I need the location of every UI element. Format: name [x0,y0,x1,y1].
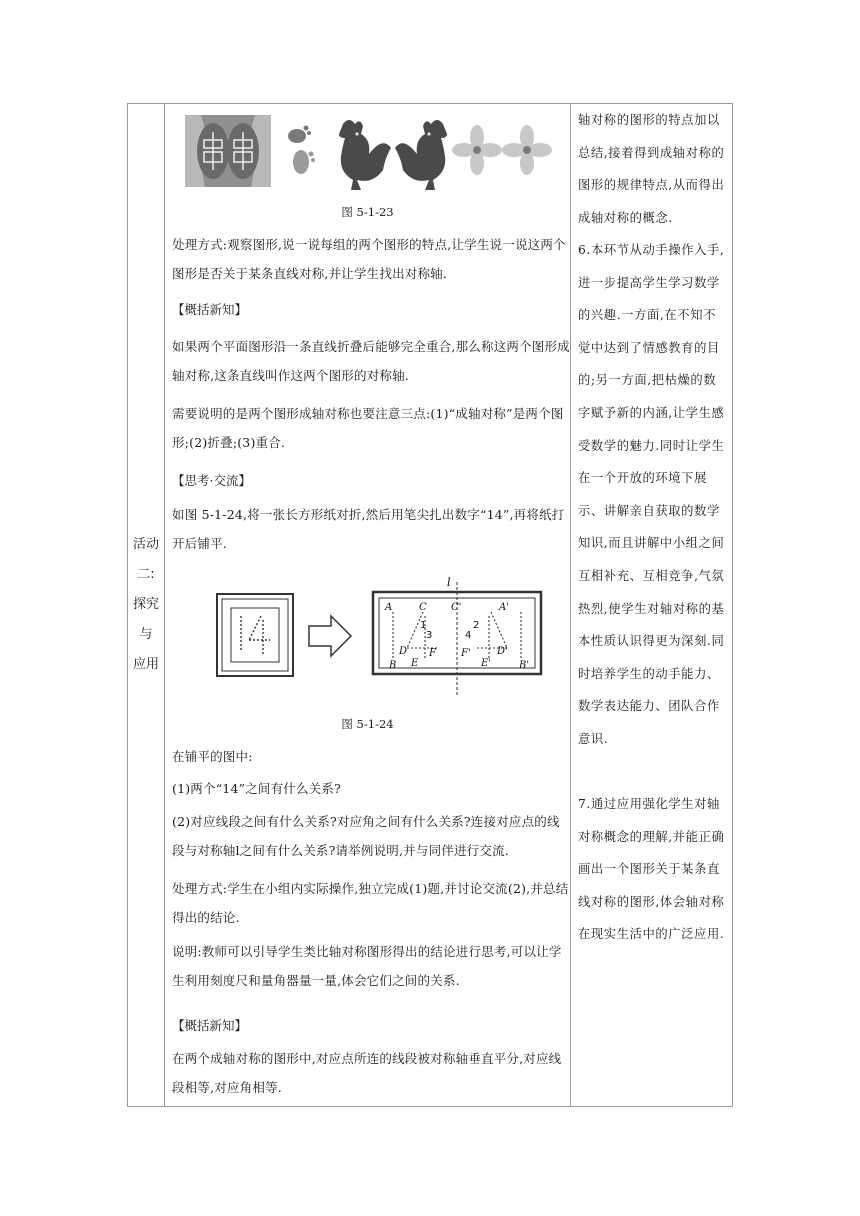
unfolded-paper [373,576,541,696]
point-label: B [389,660,397,671]
double-happiness-papercut-icon [185,115,271,187]
rooster-icon [339,120,447,190]
angle-label: 3 [426,630,433,641]
design-notes-cell [571,104,733,1106]
point-label: A [385,602,393,613]
axis-label: l [447,576,451,589]
figure-caption: 图 5-1-23 [341,205,394,219]
flower-icon [452,125,552,175]
point-label: F' [461,648,471,659]
main-content-cell [165,104,570,1106]
question-2: (2)对应线段之间有什么关系?对应角之间有什么关系?连接对应点的线段与对称轴l之间有什么关系?请举例说明,并与同伴进行交流. [172,814,560,858]
paragraph-three-points: 需要说明的是两个图形成轴对称也要注意三点:(1)“成轴对称”是两个图形;(2)折叠;(3)重合. [172,406,564,450]
point-label: E' [481,658,492,669]
note-paragraph: 6.本环节从动手操作入手,进一步提高学生学习数学的兴趣.一方面,在不知不觉中达到了情感教育的目的;另一方面,把枯燥的数字赋予新的内涵,让学生感受数学的魅力.同时让学生在一个开放的环境下展示、讲解亲自获取的数学知识,而且讲解中小组之间互相补充、互相竞争,气氛热烈,使学生对轴对称的基本性质认识得更为深刻.同时培养学生的动手能力、数学表达能力、团队合作意识. [578,243,725,746]
angle-label: 1 [420,620,427,631]
paragraph-conclusion: 在两个成轴对称的图形中,对应点所连的线段被对称轴垂直平分,对应线段相等,对应角相等. [172,1051,562,1095]
paragraph-definition: 如果两个平面图形沿一条直线折叠后能够完全重合,那么称这两个图形成轴对称,这条直线叫作这两个图形的对称轴. [172,339,570,383]
right-arrow-icon [309,616,351,656]
paragraph-fold: 如图 5-1-24,将一张长方形纸对折,然后用笔尖扎出数字“14”,再将纸打开后铺平. [172,507,565,551]
point-label: D [399,646,408,657]
paragraph-observe: 处理方式:观察图形,说一说每组的两个图形的特点,让学生说一说这两个图形是否关于某条直线对称,并让学生找出对称轴. [172,237,566,281]
question-1: (1)两个“14”之间有什么关系? [172,781,341,796]
point-label: D' [497,646,508,657]
point-label: F [429,648,436,659]
figure-5-1-24 [215,576,545,698]
figure-caption: 图 5-1-24 [341,717,394,731]
point-label: C' [451,602,462,613]
paragraph-process: 处理方式:学生在小组内实际操作,独立完成(1)题,并讨论交流(2),并总结得出的结论. [172,881,569,925]
row-label-cell [128,104,164,1106]
lesson-table [127,103,733,1107]
point-label: E [411,658,419,669]
point-label: A' [499,602,509,613]
footprint-icon [288,126,315,175]
figure-5-1-23 [185,112,557,190]
paragraph-in-flat: 在铺平的图中: [172,749,253,764]
section-tag-think: 【思考·交流】 [172,473,251,488]
framed-number-card [217,594,293,676]
note-paragraph: 7.通过应用强化学生对轴对称概念的理解,并能正确画出一个图形关于某条直线对称的图形,体会轴对称在现实生活中的广泛应用. [578,797,725,942]
row-label: 活动 二: 探究 与 应用 [132,537,159,672]
section-tag-summary: 【概括新知】 [172,302,248,317]
note-paragraph: 轴对称的图形的特点加以总结,接着得到成轴对称的图形的规律特点,从而得出成轴对称的概念. [578,113,725,225]
paragraph-explain: 说明:教师可以引导学生类比轴对称图形得出的结论进行思考,可以让学生利用刻度尺和量角器量一量,体会它们之间的关系. [172,944,562,988]
point-label: C [419,602,427,613]
point-label: B' [519,660,530,671]
angle-label: 4 [465,630,472,641]
angle-label: 2 [473,620,480,631]
section-tag-summary: 【概括新知】 [172,1018,248,1033]
